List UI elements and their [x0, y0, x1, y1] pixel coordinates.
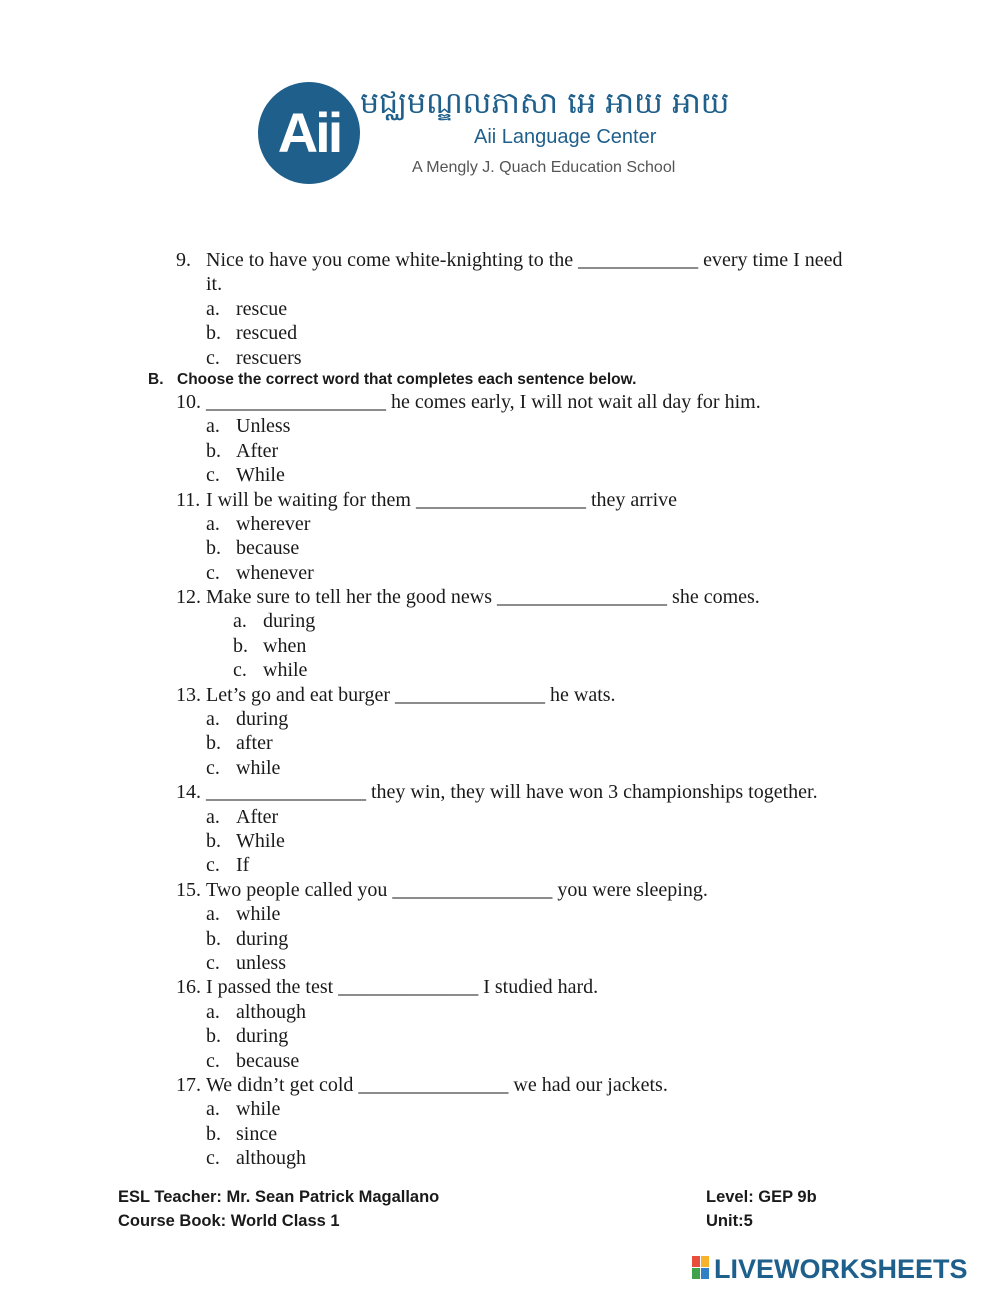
answer-option[interactable] [0, 609, 1000, 633]
level-label: Level: GEP 9b [706, 1188, 817, 1206]
question-number: 12. [176, 586, 201, 609]
answer-option[interactable] [0, 658, 1000, 682]
option-letter: a. [206, 1000, 220, 1023]
option-text: After [236, 805, 279, 828]
answer-option[interactable] [0, 1000, 1000, 1024]
option-letter: c. [206, 346, 220, 369]
option-letter: c. [206, 1049, 220, 1072]
answer-option[interactable] [0, 297, 1000, 321]
question-row [0, 878, 1000, 902]
option-letter: b. [206, 322, 221, 345]
answer-option[interactable] [0, 536, 1000, 560]
option-letter: a. [206, 708, 220, 731]
option-text: because [236, 537, 300, 560]
liveworksheets-logo-icon [692, 1256, 710, 1280]
option-text: during [263, 610, 316, 633]
question-row [0, 975, 1000, 999]
option-text: rescuers [236, 346, 302, 369]
question-row [0, 248, 1000, 272]
school-logo [258, 80, 758, 185]
option-text: While [236, 464, 285, 487]
option-text: After [236, 439, 279, 462]
logo-school-name: A Mengly J. Quach Education School [412, 159, 676, 176]
option-letter: c. [233, 659, 247, 682]
question-number: 9. [176, 249, 191, 271]
course-book: Course Book: World Class 1 [118, 1212, 340, 1230]
option-letter: a. [233, 610, 247, 633]
answer-option[interactable] [0, 463, 1000, 487]
section-b-heading [0, 370, 1000, 390]
option-text: whenever [236, 561, 314, 584]
answer-option[interactable] [0, 634, 1000, 658]
option-text: because [236, 1049, 300, 1072]
answer-option[interactable] [0, 902, 1000, 926]
question-number: 13. [176, 683, 201, 706]
answer-option[interactable] [0, 829, 1000, 853]
question-text: I passed the test ______________ I studied hard. [206, 976, 599, 999]
question-text: __________________ he comes early, I will not wait all day for him. [206, 390, 761, 413]
question-text: Two people called you ________________ you were sleeping. [206, 878, 708, 901]
answer-option[interactable] [0, 512, 1000, 536]
option-letter: a. [206, 805, 220, 828]
option-letter: b. [206, 829, 221, 852]
logo-khmer-title: មជ្ឈមណ្ឌលភាសា អេ អាយ អាយ [360, 86, 730, 121]
option-letter: a. [206, 1098, 220, 1121]
option-text: during [236, 708, 289, 731]
option-letter: c. [206, 464, 220, 487]
answer-option[interactable] [0, 731, 1000, 755]
answer-option[interactable] [0, 1049, 1000, 1073]
answer-option[interactable] [0, 756, 1000, 780]
option-text: If [236, 854, 250, 877]
answer-option[interactable] [0, 414, 1000, 438]
question-text-continued: it. [206, 273, 223, 296]
question-row [0, 390, 1000, 414]
option-text: since [236, 1122, 278, 1145]
option-letter: a. [206, 512, 220, 535]
liveworksheets-text: LIVEWORKSHEETS [714, 1254, 968, 1284]
option-letter: c. [206, 756, 220, 779]
answer-option[interactable] [0, 321, 1000, 345]
question-text: Make sure to tell her the good news _________________ she comes. [206, 586, 760, 609]
question-text: ________________ they win, they will have won 3 championships together. [206, 781, 818, 804]
option-text: Unless [236, 415, 291, 438]
option-text: when [263, 634, 307, 657]
question-number: 15. [176, 878, 201, 901]
answer-option[interactable] [0, 439, 1000, 463]
option-letter: b. [206, 439, 221, 462]
option-text: unless [236, 951, 286, 974]
question-number: 14. [176, 781, 201, 804]
question-row [0, 585, 1000, 609]
option-text: while [236, 903, 281, 926]
answer-option[interactable] [0, 1146, 1000, 1170]
option-letter: c. [206, 1147, 220, 1170]
option-text: while [236, 756, 281, 779]
question-row [0, 683, 1000, 707]
option-letter: c. [206, 561, 220, 584]
option-text: although [236, 1147, 306, 1170]
answer-option[interactable] [0, 853, 1000, 877]
answer-option[interactable] [0, 1122, 1000, 1146]
option-text: rescued [236, 322, 298, 345]
option-text: rescue [236, 297, 288, 320]
answer-option[interactable] [0, 707, 1000, 731]
option-text: after [236, 732, 273, 755]
option-text: while [263, 659, 308, 682]
option-letter: a. [206, 903, 220, 926]
answer-option[interactable] [0, 561, 1000, 585]
question-text: Let’s go and eat burger _______________ he wats. [206, 683, 616, 706]
unit-label: Unit:5 [706, 1212, 753, 1230]
question-row [0, 780, 1000, 804]
question-number: 11. [176, 488, 201, 511]
option-letter: b. [206, 537, 221, 560]
option-text: while [236, 1098, 281, 1121]
question-text: I will be waiting for them _________________ they arrive [206, 488, 678, 511]
option-text: during [236, 1025, 289, 1048]
option-letter: b. [233, 634, 248, 657]
option-text: although [236, 1000, 306, 1023]
question-text: We didn’t get cold _______________ we had our jackets. [206, 1073, 668, 1096]
question-number: 10. [176, 390, 201, 413]
logo-mark: Aii [258, 82, 360, 184]
option-letter: b. [206, 927, 221, 950]
option-letter: a. [206, 415, 220, 438]
question-text: Nice to have you come white-knighting to the ____________ every time I need [206, 249, 843, 271]
answer-option[interactable] [0, 951, 1000, 975]
option-text: during [236, 927, 289, 950]
option-letter: a. [206, 297, 220, 320]
teacher-name: ESL Teacher: Mr. Sean Patrick Magallano [118, 1188, 440, 1206]
option-letter: b. [206, 1122, 221, 1145]
worksheet-content [0, 248, 1000, 1170]
answer-option[interactable] [0, 346, 1000, 370]
question-row [0, 488, 1000, 512]
question-number: 16. [176, 976, 201, 999]
answer-option[interactable] [0, 1024, 1000, 1048]
section-instruction: Choose the correct word that completes each sentence below. [177, 370, 637, 388]
question-row [0, 1073, 1000, 1097]
option-letter: b. [206, 1025, 221, 1048]
question-number: 17. [176, 1073, 201, 1096]
option-letter: b. [206, 732, 221, 755]
section-label: B. [148, 370, 164, 388]
option-text: wherever [236, 512, 311, 535]
option-text: While [236, 829, 285, 852]
answer-option[interactable] [0, 1097, 1000, 1121]
option-letter: c. [206, 854, 220, 877]
logo-center-name: Aii Language Center [474, 126, 657, 148]
option-letter: c. [206, 951, 220, 974]
question-row-continued [0, 272, 1000, 296]
answer-option[interactable] [0, 927, 1000, 951]
answer-option[interactable] [0, 805, 1000, 829]
